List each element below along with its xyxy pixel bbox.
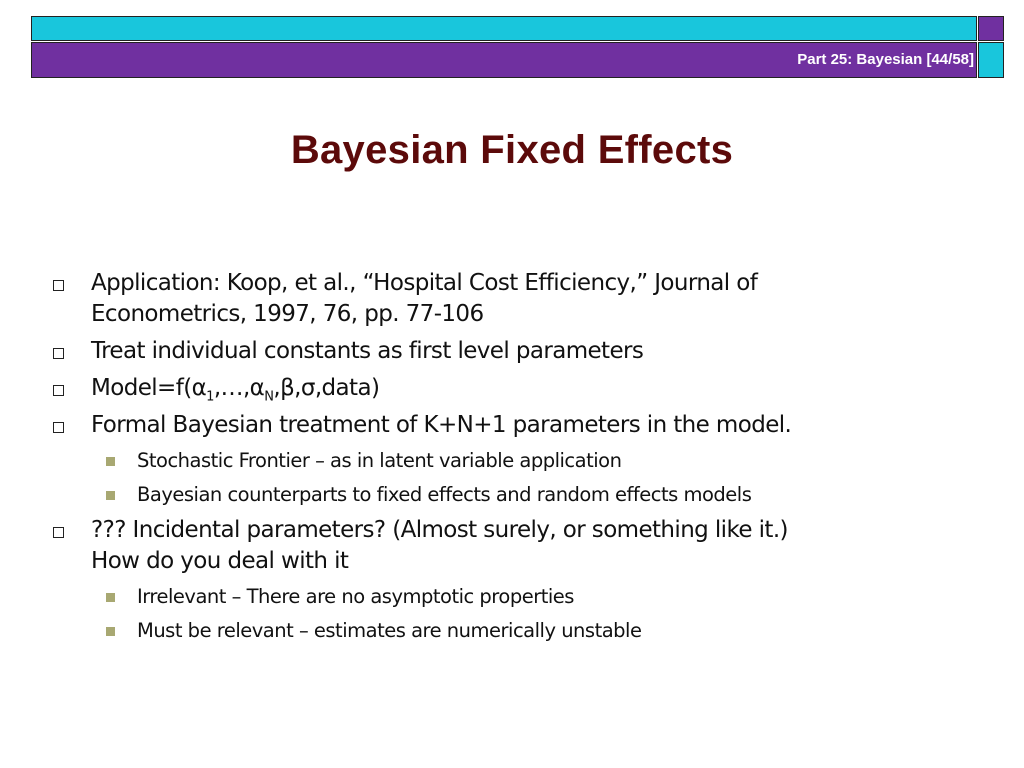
list-item-text: Application: Koop, et al., “Hospital Cost Efficiency,” Journal of — [91, 270, 758, 296]
list-item-text: Treat individual constants as first level parameters — [91, 338, 644, 364]
sub-list-item — [137, 583, 957, 611]
sub-list-item-text: Irrelevant – There are no asymptotic properties — [137, 585, 574, 608]
list-item — [91, 515, 951, 577]
bullet-list — [0, 268, 1024, 651]
list-item-text: How do you deal with it — [91, 548, 349, 574]
model-middle: ,…,α — [213, 375, 265, 401]
list-item — [91, 268, 951, 330]
list-item-text: Formal Bayesian treatment of K+N+1 parameters in the model. — [91, 412, 792, 438]
list-item-text: ??? Incidental parameters? (Almost surely, or something like it.) — [91, 517, 788, 543]
sub-list-item — [137, 447, 957, 475]
slide-header-label: Part 25: Bayesian [44/58] — [797, 51, 974, 68]
list-item — [91, 373, 951, 404]
filled-square-bullet-icon — [106, 491, 115, 500]
hollow-square-bullet-icon — [53, 422, 64, 433]
header-bar-teal — [31, 16, 977, 41]
header-side-block-purple — [978, 16, 1004, 41]
list-item — [91, 410, 951, 441]
slide-title: Bayesian Fixed Effects — [290, 128, 734, 172]
filled-square-bullet-icon — [106, 627, 115, 636]
sub-list-item-text: Bayesian counterparts to fixed effects and random effects models — [137, 483, 752, 506]
model-prefix: Model=f(α — [91, 375, 207, 401]
sub-list-item-text: Must be relevant – estimates are numerically unstable — [137, 619, 642, 642]
header-side-block-teal — [978, 42, 1004, 78]
sub-list-item — [137, 617, 957, 645]
list-item-text — [91, 373, 951, 404]
sub-list-item — [137, 481, 957, 509]
filled-square-bullet-icon — [106, 457, 115, 466]
hollow-square-bullet-icon — [53, 280, 64, 291]
hollow-square-bullet-icon — [53, 385, 64, 396]
hollow-square-bullet-icon — [53, 348, 64, 359]
model-subscript-1: 1 — [206, 389, 214, 405]
sub-list-item-text: Stochastic Frontier – as in latent variable application — [137, 449, 622, 472]
model-subscript-n: N — [264, 389, 274, 405]
model-suffix: ,β,σ,data) — [273, 375, 380, 401]
filled-square-bullet-icon — [106, 593, 115, 602]
list-item-text: Econometrics, 1997, 76, pp. 77-106 — [91, 301, 484, 327]
hollow-square-bullet-icon — [53, 527, 64, 538]
list-item — [91, 336, 951, 367]
